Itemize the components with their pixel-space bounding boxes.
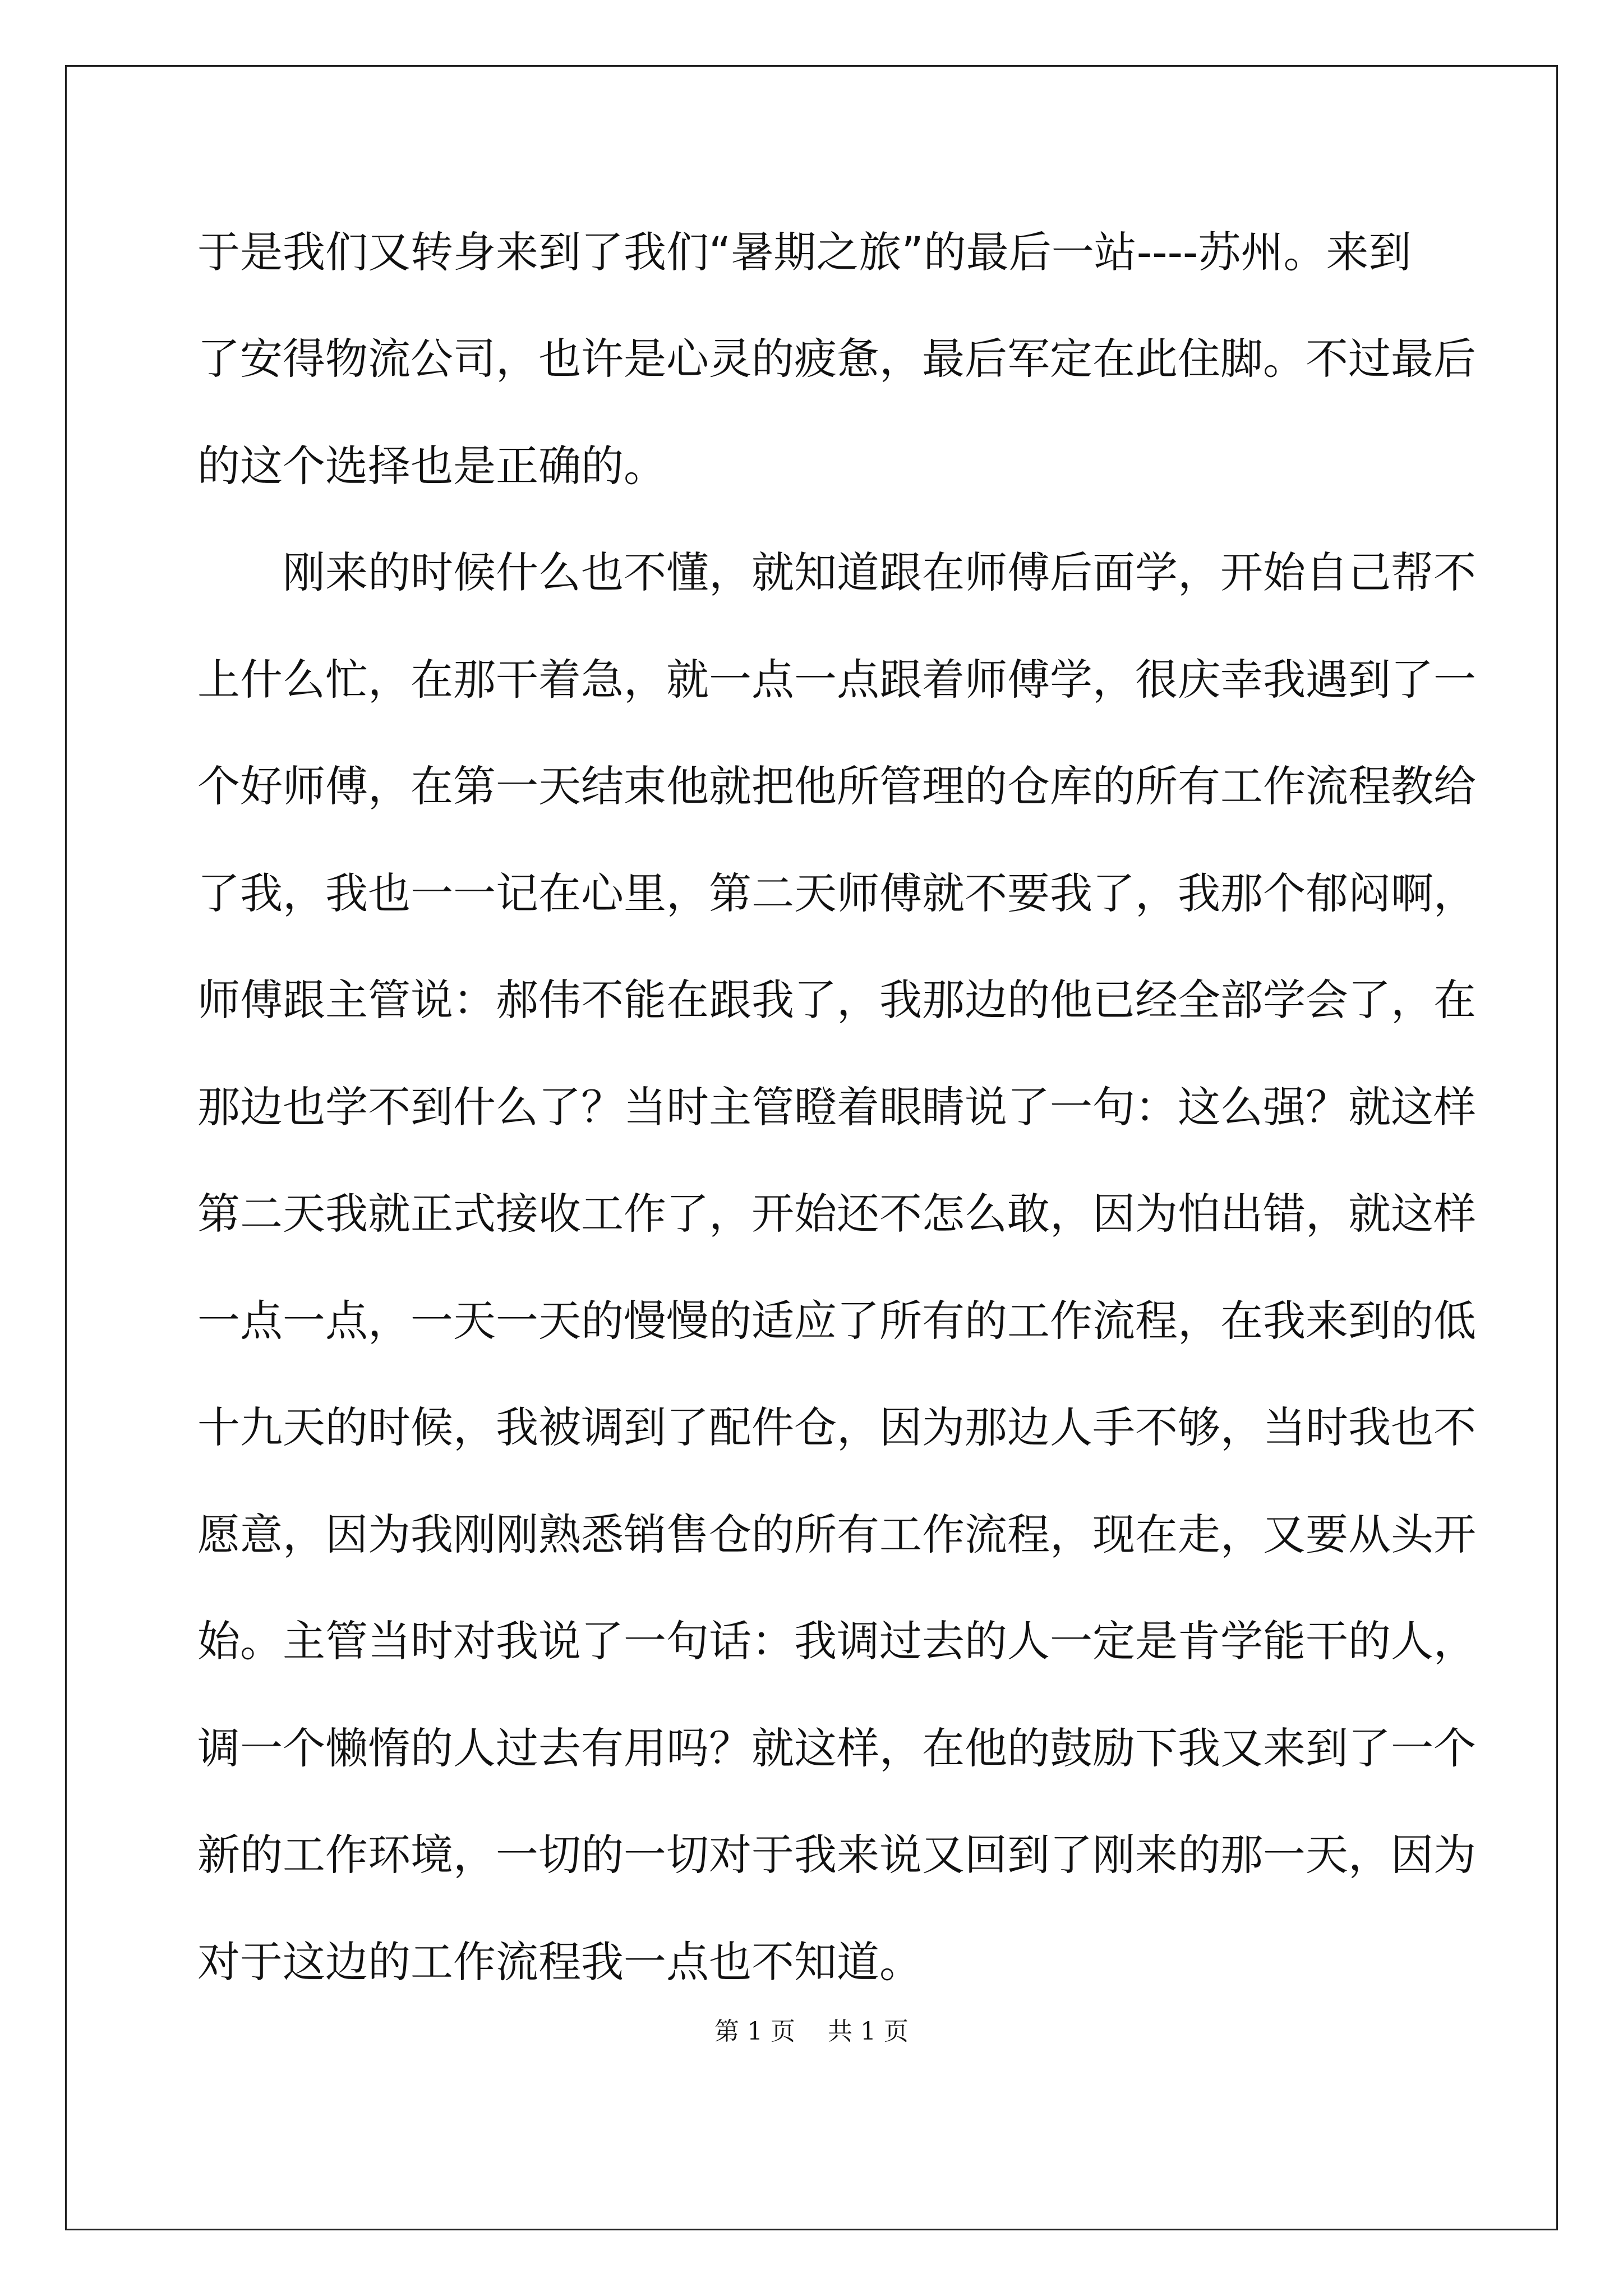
text-line: 新的工作环境，一切的一切对于我来说又回到了刚来的那一天，因为 (197, 1830, 1476, 1880)
page-number-footer: 第 1 页 共 1 页 (714, 2017, 909, 2046)
text-line: 十九天的时候，我被调到了配件仓，因为那边人手不够，当时我也不 (197, 1402, 1476, 1452)
text-line: 刚来的时候什么也不懂，就知道跟在师傅后面学，开始自己帮不 (197, 547, 1476, 597)
text-line: 了我，我也一一记在心里，第二天师傅就不要我了，我那个郁闷啊， (197, 868, 1476, 918)
text-line: 始。主管当时对我说了一句话：我调过去的人一定是肯学能干的人， (197, 1616, 1476, 1666)
text-line: 一点一点，一天一天的慢慢的适应了所有的工作流程，在我来到的低 (197, 1296, 1476, 1346)
text-line: 调一个懒惰的人过去有用吗？就这样，在他的鼓励下我又来到了一个 (197, 1723, 1476, 1773)
text-line: 上什么忙，在那干着急，就一点一点跟着师傅学，很庆幸我遇到了一 (197, 655, 1476, 705)
text-line: 个好师傅，在第一天结束他就把他所管理的仓库的所有工作流程教给 (197, 761, 1476, 811)
text-line: 的这个选择也是正确的。 (197, 441, 666, 491)
text-line: 那边也学不到什么了？当时主管瞪着眼睛说了一句：这么强？就这样 (197, 1082, 1476, 1132)
text-line: 于是我们又转身来到了我们“暑期之旅”的最后一站----苏州。来到 (197, 227, 1412, 277)
text-line: 师傅跟主管说：郝伟不能在跟我了，我那边的他已经全部学会了，在 (197, 975, 1476, 1025)
page-border (65, 65, 1558, 2230)
text-line: 愿意，因为我刚刚熟悉销售仓的所有工作流程，现在走，又要从头开 (197, 1510, 1476, 1559)
text-line: 第二天我就正式接收工作了，开始还不怎么敢，因为怕出错，就这样 (197, 1189, 1476, 1239)
text-line: 了安得物流公司，也许是心灵的疲惫，最后军定在此住脚。不过最后 (197, 334, 1476, 384)
text-line: 对于这边的工作流程我一点也不知道。 (197, 1937, 922, 1987)
